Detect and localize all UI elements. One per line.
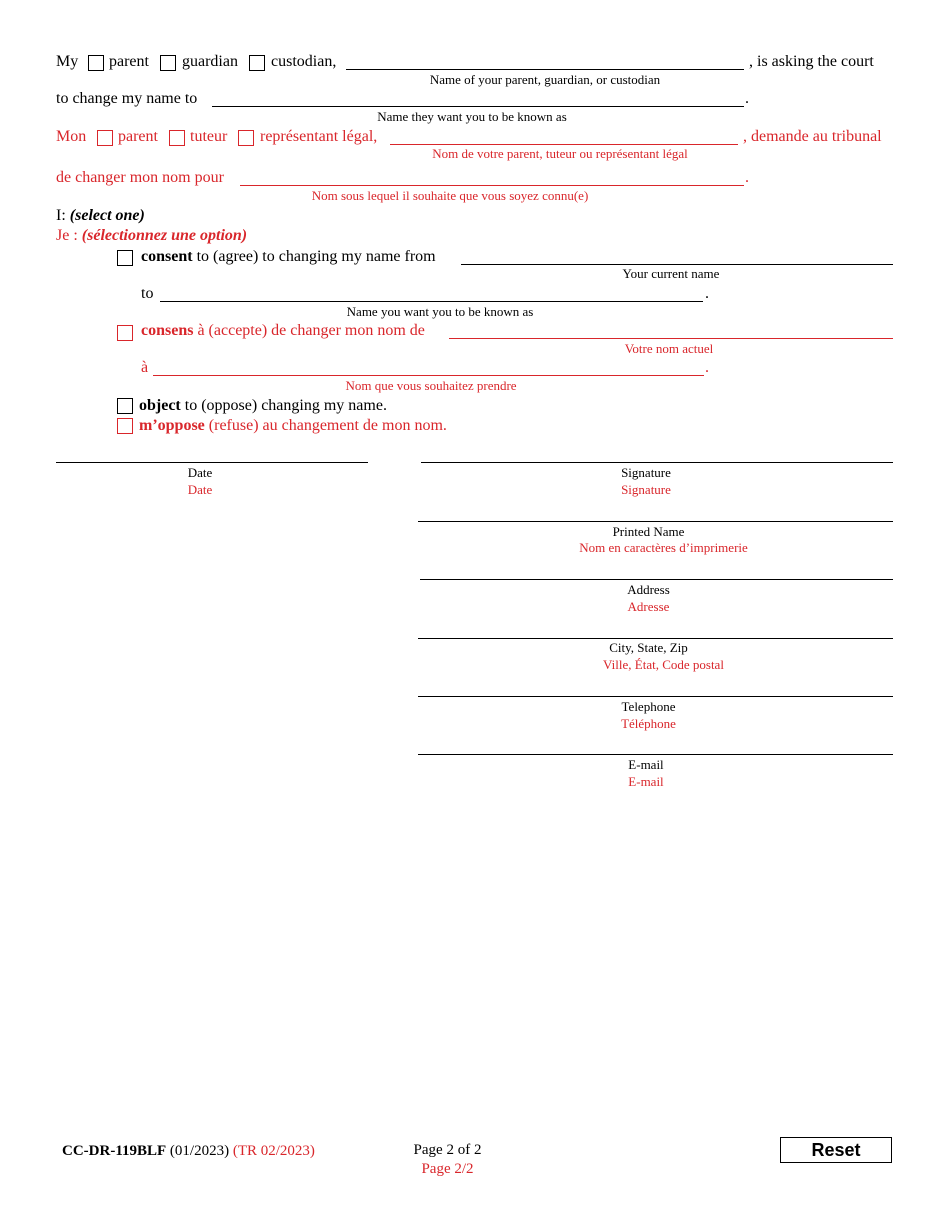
object-statement bbox=[139, 397, 387, 415]
row2-en-prefix: to change my name to bbox=[56, 90, 198, 107]
date-label-en: Date bbox=[187, 465, 213, 480]
requested-name-fr-input[interactable] bbox=[240, 185, 744, 186]
representant-checkbox[interactable] bbox=[238, 130, 254, 146]
parent-name-fr-caption: Nom de votre parent, tuteur ou représentant légal bbox=[432, 146, 688, 161]
consens-to-label: à bbox=[141, 359, 149, 376]
page-number-en: Page 2 of 2 bbox=[413, 1142, 482, 1158]
date-input[interactable] bbox=[56, 462, 368, 463]
select-hint-fr: (sélectionnez une option) bbox=[81, 227, 248, 244]
select-instruction-fr bbox=[56, 227, 247, 245]
address-label-fr: Adresse bbox=[627, 599, 670, 614]
consent-text: to (agree) to changing my name from bbox=[196, 248, 436, 265]
requested-name-input[interactable] bbox=[212, 106, 744, 107]
form-number: CC-DR-119BLF bbox=[62, 1143, 167, 1159]
date-label-fr: Date bbox=[187, 482, 213, 497]
select-hint-en: (select one) bbox=[69, 207, 145, 224]
consens-to-suffix: . bbox=[705, 359, 709, 376]
parent-name-input[interactable] bbox=[346, 69, 744, 70]
row1-fr-prefix: Mon bbox=[56, 128, 87, 145]
new-name-caption: Name you want you to be known as bbox=[346, 304, 534, 319]
requested-name-fr-caption: Nom sous lequel il souhaite que vous soyez connu(e) bbox=[311, 188, 589, 203]
telephone-input[interactable] bbox=[418, 696, 893, 697]
row2-en-suffix: . bbox=[745, 90, 749, 107]
current-name-caption: Your current name bbox=[622, 266, 720, 281]
current-name-fr-input[interactable] bbox=[449, 338, 893, 339]
consent-checkbox[interactable] bbox=[117, 250, 133, 266]
city-state-zip-input[interactable] bbox=[418, 638, 893, 639]
form-identifier bbox=[62, 1143, 315, 1160]
city-state-zip-label-fr: Ville, État, Code postal bbox=[603, 657, 724, 672]
consens-bold: consens bbox=[141, 322, 194, 339]
reset-button[interactable]: Reset bbox=[780, 1137, 892, 1163]
printed-name-label-en: Printed Name bbox=[612, 524, 685, 539]
consens-checkbox[interactable] bbox=[117, 325, 133, 341]
requested-name-caption: Name they want you to be known as bbox=[377, 109, 567, 124]
row1-fr-suffix: , demande au tribunal bbox=[743, 128, 882, 145]
select-label-en: I: bbox=[56, 207, 66, 224]
select-label-fr: Je : bbox=[56, 227, 78, 244]
consens-statement bbox=[141, 322, 425, 340]
telephone-label-en: Telephone bbox=[621, 699, 676, 714]
translation-revision: (TR 02/2023) bbox=[232, 1143, 315, 1159]
printed-name-input[interactable] bbox=[418, 521, 893, 522]
row1-en-prefix: My bbox=[56, 53, 79, 70]
address-label-en: Address bbox=[627, 582, 670, 597]
tuteur-label: tuteur bbox=[190, 128, 228, 145]
oppose-checkbox[interactable] bbox=[117, 418, 133, 434]
row2-fr-suffix: . bbox=[745, 169, 749, 186]
new-name-fr-caption: Nom que vous souhaitez prendre bbox=[345, 378, 517, 393]
consent-to-label: to bbox=[141, 285, 154, 302]
row2-fr-prefix: de changer mon nom pour bbox=[56, 169, 224, 186]
email-label-en: E-mail bbox=[628, 757, 664, 772]
consent-to-suffix: . bbox=[705, 285, 709, 302]
parent-name-caption: Name of your parent, guardian, or custodian bbox=[429, 72, 661, 87]
oppose-statement bbox=[139, 417, 447, 435]
form-revision: (01/2023) bbox=[169, 1143, 230, 1159]
consens-text: à (accepte) de changer mon nom de bbox=[197, 322, 425, 339]
object-checkbox[interactable] bbox=[117, 398, 133, 414]
current-name-input[interactable] bbox=[461, 264, 893, 265]
new-name-fr-input[interactable] bbox=[153, 375, 704, 376]
parent-label: parent bbox=[109, 53, 149, 70]
signature-label-en: Signature bbox=[621, 465, 671, 480]
new-name-input[interactable] bbox=[160, 301, 703, 302]
oppose-bold: m’oppose bbox=[139, 417, 205, 434]
representant-label: représentant légal, bbox=[260, 128, 378, 145]
consent-statement bbox=[141, 248, 436, 266]
parent-fr-checkbox[interactable] bbox=[97, 130, 113, 146]
object-bold: object bbox=[139, 397, 181, 414]
telephone-label-fr: Téléphone bbox=[621, 716, 676, 731]
parent-checkbox[interactable] bbox=[88, 55, 104, 71]
page-number-fr: Page 2/2 bbox=[421, 1161, 474, 1177]
signature-input[interactable] bbox=[421, 462, 893, 463]
select-instruction-en bbox=[56, 207, 145, 225]
parent-fr-label: parent bbox=[118, 128, 158, 145]
guardian-label: guardian bbox=[182, 53, 238, 70]
email-input[interactable] bbox=[418, 754, 893, 755]
address-input[interactable] bbox=[420, 579, 893, 580]
guardian-checkbox[interactable] bbox=[160, 55, 176, 71]
printed-name-label-fr: Nom en caractères d’imprimerie bbox=[579, 540, 748, 555]
city-state-zip-label-en: City, State, Zip bbox=[609, 640, 688, 655]
custodian-label: custodian, bbox=[271, 53, 337, 70]
oppose-text: (refuse) au changement de mon nom. bbox=[208, 417, 447, 434]
consent-bold: consent bbox=[141, 248, 193, 265]
email-label-fr: E-mail bbox=[628, 774, 664, 789]
object-text: to (oppose) changing my name. bbox=[184, 397, 387, 414]
tuteur-checkbox[interactable] bbox=[169, 130, 185, 146]
current-name-fr-caption: Votre nom actuel bbox=[624, 341, 714, 356]
custodian-checkbox[interactable] bbox=[249, 55, 265, 71]
parent-name-fr-input[interactable] bbox=[390, 144, 738, 145]
signature-label-fr: Signature bbox=[621, 482, 671, 497]
row1-en-suffix: , is asking the court bbox=[749, 53, 874, 70]
